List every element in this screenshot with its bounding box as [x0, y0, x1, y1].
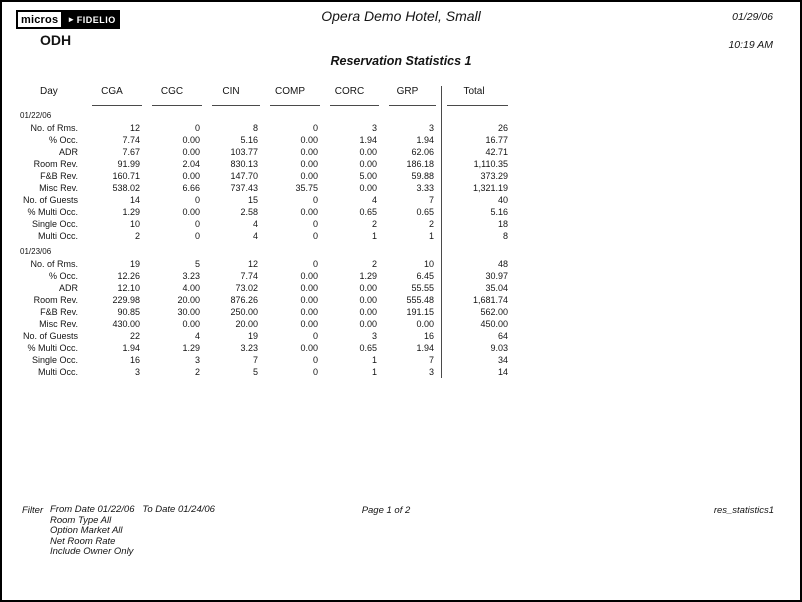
table-header-row [20, 86, 512, 106]
cell-value: 3.23 [182, 271, 200, 281]
cell-total: 26 [497, 123, 508, 133]
micros-logo-text: micros [16, 10, 63, 29]
column-header-cga-label: CGA [101, 86, 123, 97]
section-date: 01/23/06 [20, 247, 52, 256]
cell-value: 0.00 [359, 295, 377, 305]
cell-value: 4.00 [182, 283, 200, 293]
cell-total: 1,321.19 [472, 183, 508, 193]
cell-value: 10 [423, 259, 434, 269]
table-row [20, 218, 512, 230]
row-label: Misc Rev. [39, 183, 78, 193]
cell-value: 12 [129, 123, 140, 133]
row-label: Multi Occ. [37, 367, 78, 377]
row-label: % Multi Occ. [27, 343, 78, 353]
cell-value: 0.00 [300, 135, 318, 145]
row-label: % Multi Occ. [27, 207, 78, 217]
cell-value: 5 [194, 259, 200, 269]
table-row [20, 258, 512, 270]
cell-value: 14 [129, 195, 140, 205]
cell-value: 4 [252, 231, 258, 241]
cell-value: 1.94 [122, 343, 140, 353]
cell-value: 2 [194, 367, 200, 377]
report-file-name: res_statistics1 [713, 505, 774, 516]
column-header-cgc [142, 86, 202, 106]
cell-total: 40 [497, 195, 508, 205]
cell-value: 0.00 [300, 207, 318, 217]
cell-value: 0.00 [182, 171, 200, 181]
cell-value: 7.74 [122, 135, 140, 145]
cell-value: 0.00 [300, 147, 318, 157]
table-row [20, 122, 512, 134]
table-row [20, 318, 512, 330]
page-number: Page 1 of 2 [361, 505, 411, 516]
cell-value: 3 [194, 355, 200, 365]
report-title: Reservation Statistics 1 [330, 54, 472, 68]
cell-value: 0 [312, 367, 318, 377]
cell-total: 450.00 [480, 319, 508, 329]
cell-value: 12 [247, 259, 258, 269]
cell-value: 1.29 [122, 207, 140, 217]
stats-table [20, 86, 512, 378]
column-header-corc-underline [330, 105, 379, 106]
table-row [20, 330, 512, 342]
table-sections [20, 110, 512, 378]
row-label: Misc Rev. [39, 319, 78, 329]
cell-value: 186.18 [406, 159, 434, 169]
cell-value: 0.00 [300, 283, 318, 293]
cell-value: 0.00 [182, 207, 200, 217]
cell-total: 5.16 [490, 207, 508, 217]
table-row [20, 306, 512, 318]
cell-value: 737.43 [230, 183, 258, 193]
cell-value: 0.00 [359, 159, 377, 169]
total-separator-line [441, 86, 442, 378]
cell-value: 6.45 [416, 271, 434, 281]
cell-value: 1.94 [416, 135, 434, 145]
column-header-cga-underline [92, 105, 142, 106]
cell-value: 3 [371, 331, 377, 341]
cell-total: 18 [497, 219, 508, 229]
row-label: Multi Occ. [37, 231, 78, 241]
row-label: Room Rev. [33, 159, 78, 169]
cell-value: 229.98 [112, 295, 140, 305]
cell-value: 16 [129, 355, 140, 365]
cell-value: 2.04 [182, 159, 200, 169]
cell-total: 9.03 [490, 343, 508, 353]
cell-total: 30.97 [485, 271, 508, 281]
cell-value: 73.02 [235, 283, 258, 293]
cell-value: 59.88 [411, 171, 434, 181]
cell-value: 0.00 [359, 319, 377, 329]
cell-value: 0.00 [182, 135, 200, 145]
cell-value: 0 [312, 355, 318, 365]
filter-line: Room Type All [50, 514, 112, 526]
cell-value: 90.85 [117, 307, 140, 317]
cell-value: 1 [371, 355, 377, 365]
column-header-grp [379, 86, 436, 106]
cell-value: 62.06 [411, 147, 434, 157]
column-header-cin [202, 86, 260, 106]
cell-value: 0.65 [416, 207, 434, 217]
arrow-right-icon: ► [67, 14, 76, 24]
column-header-comp-underline [270, 105, 320, 106]
cell-value: 5.00 [359, 171, 377, 181]
cell-total: 1,681.74 [472, 295, 508, 305]
cell-value: 35.75 [295, 183, 318, 193]
cell-value: 5 [252, 367, 258, 377]
table-row [20, 182, 512, 194]
cell-value: 7.67 [122, 147, 140, 157]
cell-value: 8 [252, 123, 258, 133]
column-header-grp-label: GRP [396, 86, 419, 97]
cell-value: 0 [194, 231, 200, 241]
cell-value: 2 [371, 259, 377, 269]
cell-value: 1 [428, 231, 434, 241]
cell-value: 91.99 [117, 159, 140, 169]
cell-value: 0.00 [416, 319, 434, 329]
column-header-corc [320, 86, 379, 106]
cell-value: 3.33 [416, 183, 434, 193]
cell-total: 34 [497, 355, 508, 365]
column-header-total-underline [447, 105, 508, 106]
column-header-total [436, 86, 512, 106]
cell-value: 0.00 [359, 183, 377, 193]
row-label: No. of Guests [22, 331, 78, 341]
cell-value: 55.55 [411, 283, 434, 293]
row-label: % Occ. [48, 271, 78, 281]
column-header-cin-underline [212, 105, 260, 106]
row-label: No. of Rms. [30, 123, 78, 133]
hotel-name: Opera Demo Hotel, Small [321, 8, 481, 24]
filter-line: Net Room Rate [50, 535, 116, 547]
column-header-comp [260, 86, 320, 106]
cell-value: 1.94 [359, 135, 377, 145]
filter-line: Option Market All [50, 525, 123, 536]
cell-value: 10 [129, 219, 140, 229]
cell-value: 1 [371, 367, 377, 377]
cell-total: 562.00 [480, 307, 508, 317]
cell-value: 2.58 [240, 207, 258, 217]
row-label: F&B Rev. [40, 307, 78, 317]
table-row [20, 342, 512, 354]
cell-value: 2 [428, 219, 434, 229]
row-label: Single Occ. [31, 355, 78, 365]
column-header-cin-label: CIN [222, 86, 240, 97]
filter-line: From Date 01/22/06 To Date 01/24/06 [50, 504, 215, 515]
cell-value: 20.00 [235, 319, 258, 329]
cell-value: 0.00 [359, 147, 377, 157]
cell-value: 1.29 [359, 271, 377, 281]
cell-value: 22 [129, 331, 140, 341]
cell-value: 4 [194, 331, 200, 341]
column-header-cga [82, 86, 142, 106]
column-header-total-label: Total [463, 86, 485, 97]
cell-value: 0.00 [300, 271, 318, 281]
cell-value: 250.00 [230, 307, 258, 317]
cell-value: 0.00 [300, 295, 318, 305]
cell-total: 35.04 [485, 283, 508, 293]
report-date: 01/29/06 [732, 11, 773, 23]
cell-value: 2 [134, 231, 140, 241]
table-row [20, 294, 512, 306]
cell-value: 0 [312, 195, 318, 205]
cell-value: 160.71 [112, 171, 140, 181]
cell-value: 0.00 [182, 147, 200, 157]
filter-line: Include Owner Only [50, 546, 134, 557]
row-label: No. of Guests [22, 195, 78, 205]
cell-value: 191.15 [406, 307, 434, 317]
filter-label: Filter [22, 505, 44, 516]
cell-value: 4 [252, 219, 258, 229]
cell-value: 0.00 [359, 283, 377, 293]
cell-value: 12.26 [117, 271, 140, 281]
row-label: ADR [58, 283, 78, 293]
cell-value: 876.26 [230, 295, 258, 305]
cell-value: 4 [371, 195, 377, 205]
cell-value: 19 [247, 331, 258, 341]
cell-value: 3.23 [240, 343, 258, 353]
cell-value: 19 [129, 259, 140, 269]
cell-total: 64 [497, 331, 508, 341]
cell-total: 373.29 [480, 171, 508, 181]
row-label: No. of Rms. [30, 259, 78, 269]
cell-value: 0 [312, 259, 318, 269]
cell-value: 7 [252, 355, 258, 365]
cell-value: 7.74 [240, 271, 258, 281]
stats-section-01-23-06 [20, 246, 512, 378]
cell-total: 16.77 [485, 135, 508, 145]
cell-value: 15 [247, 195, 258, 205]
table-row [20, 146, 512, 158]
row-label: Single Occ. [31, 219, 78, 229]
cell-value: 0.00 [300, 343, 318, 353]
cell-value: 3 [371, 123, 377, 133]
cell-value: 103.77 [230, 147, 258, 157]
table-row [20, 134, 512, 146]
cell-value: 538.02 [112, 183, 140, 193]
cell-value: 16 [423, 331, 434, 341]
table-row [20, 282, 512, 294]
cell-value: 3 [134, 367, 140, 377]
cell-value: 0.00 [300, 319, 318, 329]
cell-value: 0.65 [359, 343, 377, 353]
cell-value: 0.65 [359, 207, 377, 217]
row-label: F&B Rev. [40, 171, 78, 181]
cell-value: 2 [371, 219, 377, 229]
cell-value: 6.66 [182, 183, 200, 193]
cell-value: 0 [312, 219, 318, 229]
cell-total: 48 [497, 259, 508, 269]
cell-value: 3 [428, 123, 434, 133]
column-header-cgc-underline [152, 105, 202, 106]
table-row [20, 170, 512, 182]
cell-value: 0 [312, 331, 318, 341]
cell-total: 8 [502, 231, 508, 241]
table-row [20, 230, 512, 242]
cell-value: 20.00 [177, 295, 200, 305]
cell-value: 1.29 [182, 343, 200, 353]
row-label: Room Rev. [33, 295, 78, 305]
cell-value: 0 [312, 123, 318, 133]
row-label: ADR [58, 147, 78, 157]
cell-value: 5.16 [240, 135, 258, 145]
report-time: 10:19 AM [728, 39, 773, 51]
cell-value: 147.70 [230, 171, 258, 181]
cell-value: 3 [428, 367, 434, 377]
section-date: 01/22/06 [20, 111, 52, 120]
column-header-corc-label: CORC [334, 86, 365, 97]
row-label: % Occ. [48, 135, 78, 145]
table-row [20, 194, 512, 206]
cell-total: 1,110.35 [473, 159, 508, 169]
column-header-day-label: Day [40, 86, 58, 97]
stats-section-01-22-06 [20, 110, 512, 242]
table-row [20, 366, 512, 378]
cell-value: 7 [428, 195, 434, 205]
cell-value: 0.00 [300, 171, 318, 181]
column-header-grp-underline [389, 105, 436, 106]
cell-value: 7 [428, 355, 434, 365]
cell-value: 0.00 [300, 307, 318, 317]
cell-value: 0.00 [300, 159, 318, 169]
cell-value: 0.00 [359, 307, 377, 317]
cell-value: 12.10 [117, 283, 140, 293]
cell-value: 30.00 [177, 307, 200, 317]
cell-value: 430.00 [112, 319, 140, 329]
column-header-cgc-label: CGC [160, 86, 184, 97]
cell-value: 830.13 [230, 159, 258, 169]
column-header-comp-label: COMP [275, 86, 305, 97]
cell-value: 0 [194, 195, 200, 205]
column-header-day [20, 86, 82, 106]
table-row [20, 270, 512, 282]
cell-value: 1 [371, 231, 377, 241]
cell-total: 14 [497, 367, 508, 377]
cell-value: 555.48 [406, 295, 434, 305]
cell-value: 0 [194, 123, 200, 133]
table-row [20, 354, 512, 366]
cell-value: 0 [194, 219, 200, 229]
cell-total: 42.71 [485, 147, 508, 157]
property-code: ODH [40, 32, 72, 48]
table-row [20, 206, 512, 218]
fidelio-logo-text: FIDELIO [76, 14, 116, 25]
cell-value: 1.94 [416, 343, 434, 353]
cell-value: 0.00 [182, 319, 200, 329]
table-row [20, 158, 512, 170]
cell-value: 0 [312, 231, 318, 241]
